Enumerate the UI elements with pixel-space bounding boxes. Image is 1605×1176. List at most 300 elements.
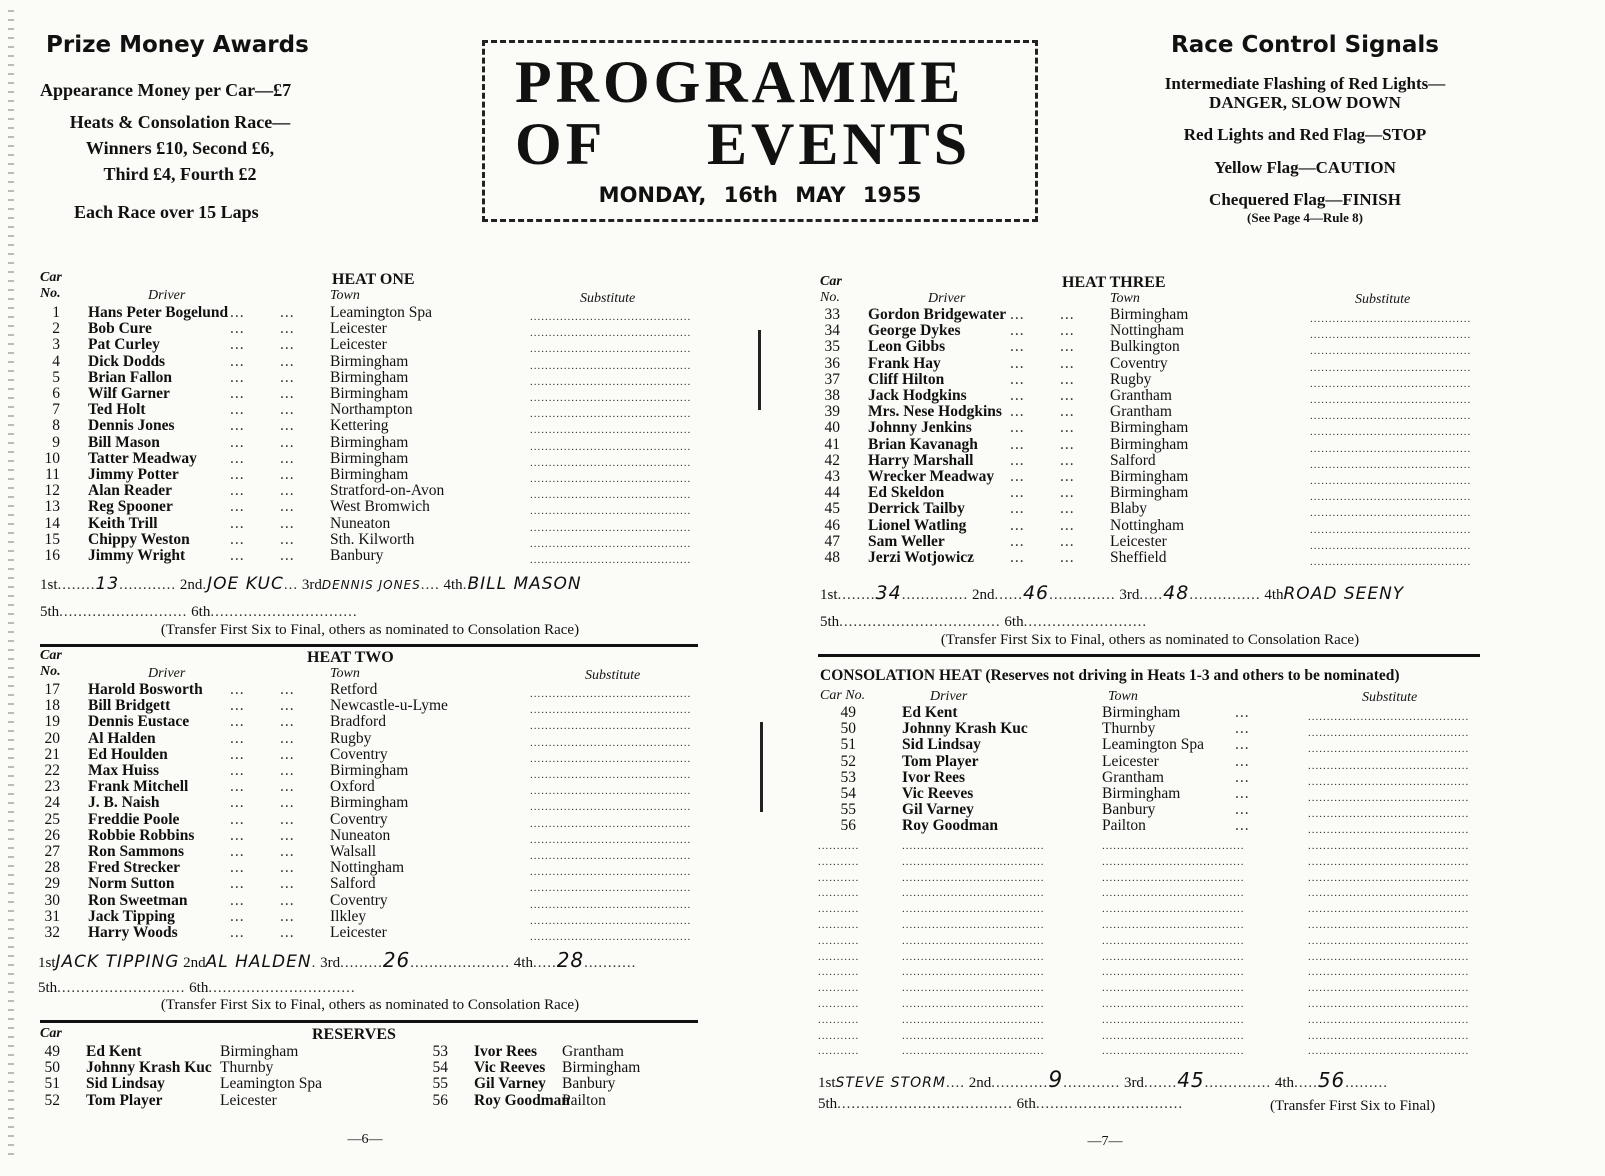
substitute-blank: ........................................... [530, 473, 692, 485]
leader-dots: ... [230, 320, 245, 338]
events-word: EVENTS [707, 111, 972, 177]
blank-car-no: ........... [818, 966, 860, 979]
town-name: Birmingham [330, 449, 409, 467]
blank-town: ...................................... [1102, 855, 1245, 868]
blank-driver: ...................................... [902, 871, 1045, 884]
result-third: DENNIS JONES [321, 578, 421, 592]
car-number: 51 [44, 1075, 60, 1093]
leader-dots: ... [230, 778, 245, 796]
driver-name: Harold Bosworth [88, 681, 203, 698]
car-number: 27 [44, 843, 60, 860]
town-name: Banbury [330, 547, 384, 564]
substitute-blank: ........................................... [1308, 711, 1470, 723]
leader-dots: ... [280, 352, 295, 370]
leader-dots: ... [280, 843, 295, 860]
car-number: 24 [44, 794, 60, 812]
result-second-label: 2nd [971, 587, 995, 603]
leader-dots: ... [230, 498, 245, 516]
blank-driver: ...................................... [902, 1029, 1045, 1042]
substitute-blank: ........................................... [1310, 377, 1472, 390]
town-name: Birmingham [1110, 306, 1189, 323]
town-name: Leamington Spa [330, 304, 433, 321]
leader-dots: ... [230, 875, 245, 893]
leader-dots: ... [280, 762, 295, 779]
car-number: 55 [432, 1075, 448, 1093]
leader-dots: ... [280, 826, 295, 844]
heat-three-results-2: 5th.................................. 6th.......................... [820, 614, 1148, 630]
driver-name: Keith Trill [88, 514, 158, 532]
driver-name: Dennis Jones [88, 417, 175, 435]
leader-dots: ... [1010, 500, 1025, 518]
substitute-blank: ........................................... [1310, 458, 1472, 471]
result-third-label: 3rd [320, 955, 341, 971]
blank-substitute: ........................................... [1308, 998, 1470, 1010]
result-fifth-label: 5th [38, 980, 58, 996]
leader-dots: ... [1010, 306, 1025, 323]
leader-dots: ... [280, 336, 295, 354]
driver-name: Sid Lindsay [86, 1075, 165, 1093]
result-second-label: 2nd [179, 577, 203, 593]
substitute-blank: ........................................... [530, 375, 692, 388]
heat-two-transfer-note: (Transfer First Six to Final, others as nominated to Consolation Race) [160, 997, 580, 1013]
leader-dots: ... [230, 826, 245, 844]
substitute-blank: ........................................... [530, 408, 692, 421]
substitute-blank: ........................................... [1310, 475, 1472, 487]
leader-dots: ... [280, 859, 295, 877]
substitute-blank: ........................................... [530, 311, 692, 323]
substitute-blank: ........................................... [1310, 313, 1472, 325]
car-number: 14 [44, 514, 60, 532]
leader-dots: ... [230, 466, 245, 483]
substitute-blank: ........................................... [530, 392, 692, 404]
car-number: 25 [44, 810, 60, 828]
car-number: 41 [824, 435, 840, 453]
car-number: 11 [45, 466, 60, 483]
blank-driver: ...................................... [902, 982, 1045, 995]
laps-note: Each Race over 15 Laps [74, 202, 259, 222]
blank-car-no: ........... [818, 871, 860, 884]
substitute-blank: ........................................... [530, 704, 692, 717]
driver-name: Hans Peter Bogelund [88, 304, 229, 321]
driver-name: Jimmy Potter [88, 466, 179, 483]
leader-dots: ... [230, 385, 245, 402]
blank-town: ...................................... [1102, 871, 1245, 884]
leader-dots: ... [230, 336, 245, 354]
driver-name: Al Halden [88, 729, 156, 747]
driver-name: Ed Skeldon [868, 484, 945, 502]
driver-name: Johnny Krash Kuc [902, 720, 1028, 738]
town-name: Leicester [330, 336, 387, 354]
substitute-blank: ........................................... [1310, 442, 1472, 455]
driver-name: Lionel Watling [868, 516, 967, 534]
leader-dots: ... [1060, 403, 1075, 421]
result-third: 45 [1177, 1068, 1205, 1092]
result-fifth-label: 5th [820, 614, 840, 630]
signal-flashing: Intermediate Flashing of Red Lights— [1164, 74, 1446, 93]
blank-driver: ...................................... [902, 966, 1045, 979]
driver-name: Cliff Hilton [868, 370, 945, 388]
driver-name: Roy Goodman [902, 817, 999, 835]
town-name: Nuneaton [330, 826, 391, 844]
driver-name: Max Huiss [88, 762, 160, 779]
car-number: 56 [432, 1091, 448, 1109]
leader-dots: ... [230, 810, 245, 828]
leader-dots: ... [230, 401, 245, 419]
blank-driver: ...................................... [902, 998, 1045, 1010]
blank-substitute: ........................................... [1308, 871, 1470, 884]
col-driver: Driver [148, 288, 186, 303]
col-town: Town [330, 288, 360, 303]
driver-name: Ivor Rees [902, 768, 965, 786]
consolation-results-2: 5th..................................... 6th............................... [818, 1096, 1184, 1112]
heat-one-transfer-note: (Transfer First Six to Final, others as nominated to Consolation Race) [160, 622, 580, 638]
car-number: 5 [52, 368, 60, 386]
signal-stop: Red Lights and Red Flag—STOP [1183, 125, 1427, 144]
car-number: 43 [824, 468, 840, 485]
leader-dots: ... [280, 713, 295, 731]
substitute-blank: ........................................... [1310, 345, 1472, 358]
car-number: 21 [44, 745, 60, 763]
car-number: 13 [44, 498, 60, 516]
car-number: 39 [824, 403, 840, 421]
leader-dots: ... [1235, 704, 1250, 721]
substitute-blank: ........................................... [530, 359, 692, 372]
result-first-label: 1st [38, 955, 56, 971]
col-substitute: Substitute [1362, 690, 1418, 705]
heats-prize-line3: Third £4, Fourth £2 [103, 164, 257, 184]
programme-title-box [482, 40, 1038, 222]
substitute-blank: ........................................... [530, 736, 692, 749]
driver-name: Ed Houlden [88, 745, 168, 763]
heats-prize-line1: Heats & Consolation Race— [69, 112, 291, 132]
town-name: West Bromwich [330, 498, 430, 516]
blank-driver: ...................................... [902, 887, 1045, 900]
town-name: Leicester [1110, 532, 1167, 550]
town-name: Birmingham [1110, 419, 1189, 437]
driver-name: Bob Cure [88, 320, 152, 338]
town-name: Banbury [562, 1075, 616, 1093]
leader-dots: ... [230, 907, 245, 925]
blank-car-no: ........... [818, 840, 860, 852]
leader-dots: ... [280, 697, 295, 715]
town-name: Birmingham [330, 352, 409, 370]
car-number: 47 [824, 532, 840, 550]
leader-dots: ... [1235, 768, 1250, 786]
blank-town: ...................................... [1102, 966, 1245, 979]
substitute-blank: ........................................... [530, 769, 692, 781]
blank-substitute: ........................................... [1308, 982, 1470, 995]
leader-dots: ... [1060, 500, 1075, 518]
driver-name: Reg Spooner [88, 498, 173, 516]
car-number: 22 [44, 762, 60, 779]
substitute-blank: ........................................... [530, 521, 692, 534]
substitute-blank: ........................................... [530, 343, 692, 356]
driver-name: Brian Kavanagh [868, 435, 978, 453]
town-name: Oxford [330, 778, 375, 796]
result-first: JACK TIPPING [55, 952, 180, 972]
substitute-blank: ........................................... [1310, 523, 1472, 536]
result-third: 26 [382, 948, 411, 972]
leader-dots: ... [1010, 370, 1025, 388]
divider [40, 1020, 698, 1023]
driver-name: Sam Weller [868, 532, 945, 550]
town-name: Birmingham [1110, 468, 1189, 485]
signal-finish: Chequered Flag—FINISH [1209, 190, 1401, 209]
leader-dots: ... [230, 433, 245, 451]
leader-dots: ... [280, 514, 295, 532]
town-name: Sheffield [1110, 549, 1167, 566]
car-number: 53 [432, 1043, 448, 1060]
result-third-label: 3rd [301, 577, 322, 593]
car-number: 19 [44, 713, 60, 731]
driver-name: Jack Hodgkins [868, 387, 967, 404]
col-car-no: Car No. [820, 688, 866, 703]
col-driver: Driver [928, 291, 966, 306]
driver-name: Vic Reeves [902, 785, 974, 802]
blank-car-no: ........... [818, 903, 860, 916]
town-name: Leicester [220, 1091, 277, 1109]
blank-driver: ...................................... [902, 855, 1045, 868]
leader-dots: ... [1060, 516, 1075, 534]
leader-dots: ... [230, 304, 245, 321]
leader-dots: ... [1060, 322, 1075, 340]
blank-car-no: ........... [818, 934, 860, 947]
car-number: 52 [840, 752, 856, 770]
car-number: 30 [44, 891, 60, 909]
leader-dots: ... [280, 385, 295, 402]
result-second-label: 2nd [968, 1075, 992, 1091]
driver-name: J. B. Naish [88, 794, 160, 812]
substitute-blank: ........................................... [1310, 507, 1472, 520]
heat-one-results-2: 5th........................... 6th............................... [40, 604, 358, 620]
blank-substitute: ........................................... [1308, 919, 1470, 931]
leader-dots: ... [280, 891, 295, 909]
driver-name: Gordon Bridgewater [868, 306, 1007, 323]
town-name: Bulkington [1110, 338, 1180, 356]
leader-dots: ... [1235, 785, 1250, 802]
blank-town: ...................................... [1102, 887, 1245, 900]
appearance-money: Appearance Money per Car—£7 [40, 80, 292, 100]
town-name: Birmingham [1102, 704, 1181, 721]
car-number: 31 [44, 907, 60, 925]
substitute-blank: ........................................... [1308, 775, 1470, 788]
leader-dots: ... [230, 745, 245, 763]
driver-name: Brian Fallon [88, 368, 172, 386]
leader-dots: ... [280, 778, 295, 796]
driver-name: Pat Curley [88, 336, 160, 354]
car-number: 29 [44, 875, 60, 893]
leader-dots: ... [1060, 419, 1075, 437]
result-second: 46 [1022, 582, 1050, 604]
signal-danger: DANGER, SLOW DOWN [1209, 93, 1401, 112]
driver-name: Roy Goodman [474, 1091, 571, 1109]
driver-name: Chippy Weston [88, 530, 190, 548]
leader-dots: ... [230, 859, 245, 877]
substitute-blank: ........................................... [1308, 743, 1470, 756]
town-name: Salford [330, 875, 376, 893]
leader-dots: ... [1010, 403, 1025, 421]
leader-dots: ... [230, 547, 245, 564]
col-driver: Driver [148, 666, 186, 681]
result-fourth-label: 4th [513, 955, 533, 971]
divider [818, 654, 1480, 657]
col-no: No. [40, 664, 61, 679]
leader-dots: ... [230, 514, 245, 532]
substitute-blank: ........................................... [1310, 491, 1472, 504]
substitute-blank: ........................................... [1310, 556, 1472, 568]
car-number: 18 [44, 697, 60, 715]
car-number: 49 [840, 704, 856, 721]
town-name: Birmingham [220, 1043, 299, 1060]
leader-dots: ... [1010, 549, 1025, 566]
driver-name: Derrick Tailby [868, 500, 965, 518]
substitute-blank: ........................................... [530, 440, 692, 453]
blank-car-no: ........... [818, 919, 860, 931]
blank-town: ...................................... [1102, 1045, 1245, 1058]
town-name: Nottingham [330, 859, 405, 877]
leader-dots: ... [280, 482, 295, 500]
leader-dots: ... [1060, 451, 1075, 469]
town-name: Grantham [1102, 768, 1164, 786]
car-number: 53 [840, 768, 856, 786]
town-name: Birmingham [330, 466, 409, 483]
town-name: Sth. Kilworth [330, 530, 415, 548]
driver-name: Ron Sweetman [88, 891, 188, 909]
heats-prize-line2: Winners £10, Second £6, [85, 138, 275, 158]
car-number: 2 [52, 320, 60, 338]
substitute-blank: ........................................... [1310, 426, 1472, 439]
blank-car-no: ........... [818, 998, 860, 1010]
leader-dots: ... [280, 681, 295, 698]
result-fifth-label: 5th [40, 604, 60, 620]
town-name: Nottingham [1110, 322, 1185, 340]
leader-dots: ... [230, 762, 245, 779]
blank-driver: ...................................... [902, 919, 1045, 931]
blank-substitute: ........................................... [1308, 934, 1470, 947]
substitute-blank: ........................................... [530, 720, 692, 733]
col-car: Car [40, 648, 62, 663]
blank-substitute: ........................................... [1308, 1029, 1470, 1042]
leader-dots: ... [1010, 516, 1025, 534]
town-name: Stratford-on-Avon [330, 482, 445, 500]
town-name: Pailton [562, 1091, 606, 1109]
binding-mark [760, 722, 763, 812]
car-number: 36 [824, 354, 840, 372]
col-car: Car [40, 1026, 62, 1041]
town-name: Blaby [1110, 500, 1148, 518]
blank-town: ...................................... [1102, 919, 1245, 931]
leader-dots: ... [230, 368, 245, 386]
col-no: No. [820, 290, 840, 305]
car-number: 35 [824, 338, 840, 356]
result-fourth: 56 [1317, 1068, 1346, 1092]
car-number: 52 [44, 1091, 60, 1109]
driver-name: Bill Bridgett [88, 697, 171, 715]
substitute-blank: ........................................... [530, 505, 692, 518]
driver-name: Jerzi Wotjowicz [868, 549, 975, 566]
car-number: 46 [824, 516, 840, 534]
result-first-label: 1st [818, 1075, 836, 1091]
leader-dots: ... [1235, 801, 1250, 819]
car-number: 51 [840, 736, 856, 754]
substitute-blank: ........................................... [530, 424, 692, 437]
substitute-blank: ........................................... [1310, 410, 1472, 423]
heat-three-transfer-note: (Transfer First Six to Final, others as nominated to Consolation Race) [940, 632, 1360, 648]
driver-name: Ron Sammons [88, 843, 185, 860]
leader-dots: ... [280, 304, 295, 321]
town-name: Coventry [330, 891, 388, 909]
leader-dots: ... [230, 794, 245, 812]
town-name: Kettering [330, 417, 389, 435]
driver-name: Bill Mason [88, 433, 160, 451]
col-no: No. [40, 286, 61, 301]
driver-name: Wilf Garner [88, 385, 170, 402]
town-name: Nottingham [1110, 516, 1185, 534]
driver-name: Frank Mitchell [88, 778, 189, 796]
town-name: Birmingham [330, 794, 409, 812]
binding-mark [758, 330, 761, 410]
town-name: Walsall [330, 843, 377, 860]
car-number: 50 [840, 720, 856, 738]
car-number: 9 [52, 433, 60, 451]
town-name: Rugby [1110, 370, 1152, 388]
driver-name: Wrecker Meadway [868, 468, 995, 485]
col-driver: Driver [930, 689, 968, 704]
town-name: Newcastle-u-Lyme [330, 697, 448, 715]
driver-name: Dennis Eustace [88, 713, 190, 731]
town-name: Birmingham [330, 433, 409, 451]
col-town: Town [1110, 291, 1140, 306]
leader-dots: ... [1060, 468, 1075, 485]
driver-name: Alan Reader [88, 482, 172, 500]
car-number: 33 [824, 306, 840, 323]
consolation-transfer-note: (Transfer First Six to Final) [1270, 1098, 1436, 1114]
leader-dots: ... [280, 401, 295, 419]
leader-dots: ... [280, 433, 295, 451]
result-second: 9 [1048, 1068, 1064, 1093]
leader-dots: ... [1010, 322, 1025, 340]
signal-rule-note: (See Page 4—Rule 8) [1247, 210, 1363, 225]
leader-dots: ... [1060, 435, 1075, 453]
town-name: Leamington Spa [220, 1075, 323, 1093]
car-number: 28 [44, 859, 60, 877]
heat-three-results: 1st........34.............. 2nd......46.............. 3rd.....48............... 4thROAD SEENY [820, 582, 1405, 604]
substitute-blank: ........................................... [1308, 808, 1470, 821]
blank-car-no: ........... [818, 887, 860, 900]
leader-dots: ... [1060, 484, 1075, 502]
leader-dots: ... [280, 498, 295, 516]
col-substitute: Substitute [1355, 292, 1411, 307]
col-town: Town [330, 666, 360, 681]
leader-dots: ... [1010, 532, 1025, 550]
town-name: Grantham [562, 1043, 624, 1060]
signal-caution: Yellow Flag—CAUTION [1214, 158, 1396, 177]
car-number: 10 [44, 449, 60, 467]
substitute-blank: ........................................... [530, 554, 692, 566]
substitute-blank: ........................................... [530, 866, 692, 879]
substitute-blank: ........................................... [1308, 824, 1470, 837]
col-car: Car [820, 274, 842, 289]
town-name: Leicester [330, 320, 387, 338]
town-name: Coventry [1110, 354, 1168, 372]
leader-dots: ... [1010, 387, 1025, 404]
heat-one-title: HEAT ONE [332, 271, 415, 288]
driver-name: Gil Varney [474, 1075, 546, 1093]
leader-dots: ... [1010, 451, 1025, 469]
blank-town: ...................................... [1102, 840, 1245, 852]
leader-dots: ... [1010, 484, 1025, 502]
heat-two-results-2: 5th........................... 6th............................... [38, 980, 356, 996]
